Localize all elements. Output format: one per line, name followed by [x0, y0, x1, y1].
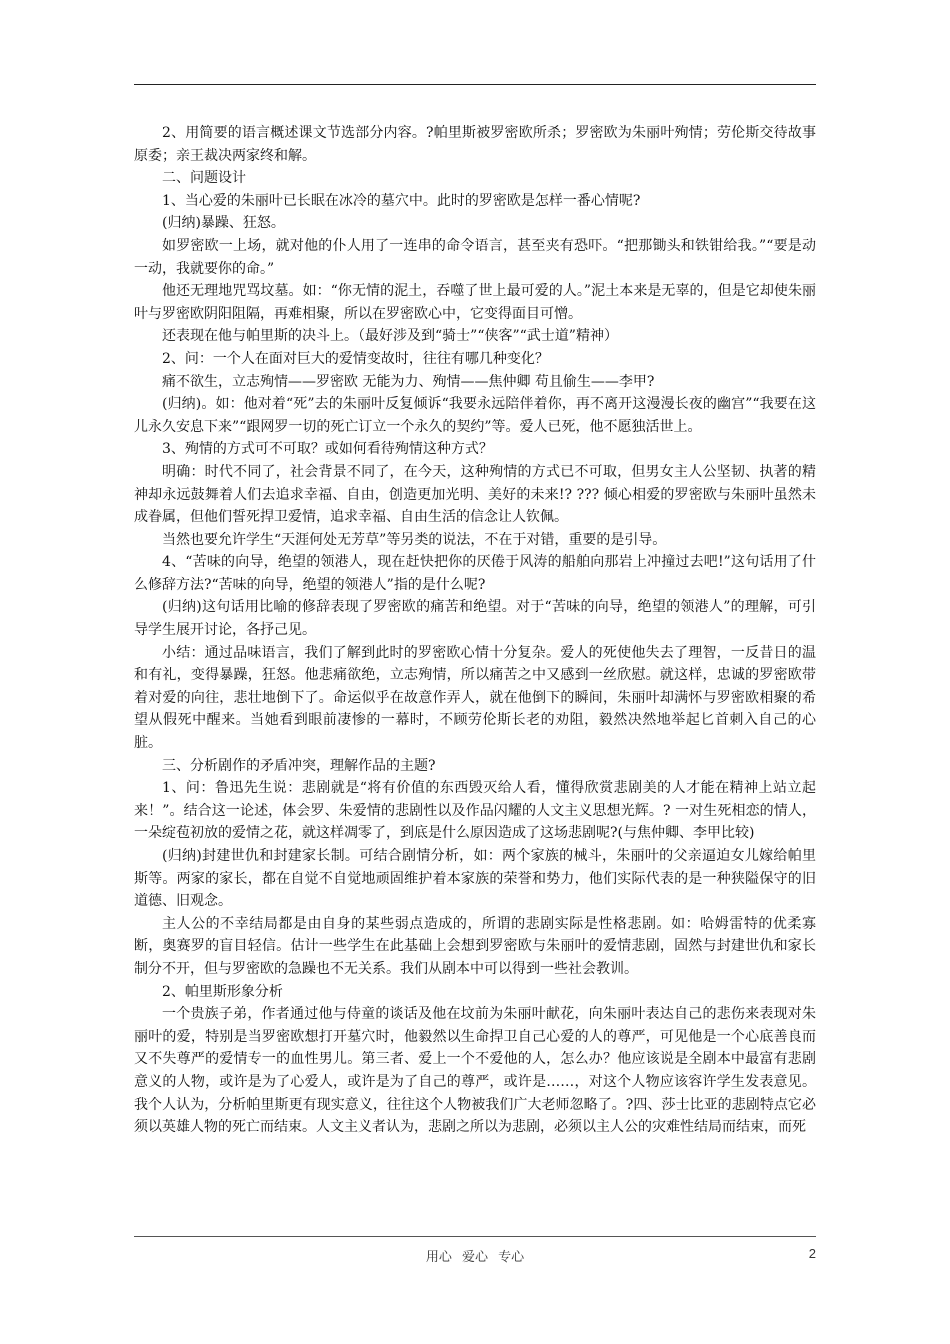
section-heading: 二、问题设计	[162, 170, 246, 187]
subsection-heading: 2、帕里斯形象分析	[162, 983, 283, 1000]
summary-paragraph: 小结：通过品味语言，我们了解到此时的罗密欧心情十分复杂。爱人的死使他失去了理智，一反昔日的温和有礼，变得暴躁，狂怒。他悲痛欲绝，立志殉情，所以痛苦之中又感到一丝欣慰。就这样，忠诚的罗密欧带着对爱的向往，悲壮地倒下了。命运似乎在故意作弄人，就在他倒下的瞬间，朱丽叶却满怀与罗密欧相聚的希望从假死中醒来。当她看到眼前凄惨的一幕时，不顾劳伦斯长老的劝阻，毅然决然地举起匕首刺入自己的心脏。	[134, 644, 816, 752]
paragraph: 2、用简要的语言概述课文节选部分内容。?帕里斯被罗密欧所杀；罗密欧为朱丽叶殉情；劳伦斯交待故事原委；亲王裁决两家终和解。	[134, 125, 816, 164]
paragraph: 痛不欲生，立志殉情——罗密欧 无能为力、殉情——焦仲卿 苟且偷生——李甲?	[162, 373, 655, 390]
paragraph: 还表现在他与帕里斯的决斗上。（最好涉及到“骑士”“侠客”“武士道”精神）	[162, 328, 618, 345]
footer-slogan: 用心 爱心 专心	[425, 1250, 525, 1265]
footer-rule	[134, 1236, 816, 1237]
question: 1、当心爱的朱丽叶已长眠在冰冷的墓穴中。此时的罗密欧是怎样一番心情呢?	[162, 192, 641, 209]
paragraph: (归纳)。如：他对着“死”去的朱丽叶反复倾诉“我要永远陪伴着你，再不离开这漫漫长夜的幽宫”“我要在这儿永久安息下来”“跟网罗一切的死亡订立一个永久的契约”等。爱人已死，他不愿独活世上。	[134, 396, 816, 435]
paragraph: 当然也要允许学生“天涯何处无芳草”等另类的说法，不在于对错，重要的是引导。	[162, 531, 667, 548]
paragraph: 一个贵族子弟，作者通过他与侍童的谈话及他在坟前为朱丽叶献花，向朱丽叶表达自己的悲伤来表现对朱丽叶的爱，特别是当罗密欧想打开墓穴时，他毅然以生命捍卫自己心爱的人的尊严，可见他是一个心底善良而又不失尊严的爱情专一的血性男儿。第三者、爱上一个不爱他的人，怎么办？他应该说是全剧本中最富有悲剧意义的人物，或许是为了心爱人，或许是为了自己的尊严，或许是……，对这个人物应该容许学生发表意见。我个人认为，分析帕里斯更有现实意义，往往这个人物被我们广大老师忽略了。?四、莎士比亚的悲剧特点它必须以英雄人物的死亡而结束。人文主义者认为，悲剧之所以为悲剧，必须以主人公的灾难性结局而结束，而死	[134, 1006, 816, 1136]
paragraph: (归纳)这句话用比喻的修辞表现了罗密欧的痛苦和绝望。对于“苦味的向导，绝望的领港人”的理解，可引导学生展开讨论，各抒己见。	[134, 599, 816, 639]
paragraph: 明确：时代不同了，社会背景不同了，在今天，这种殉情的方式已不可取，但男女主人公坚韧、执著的精神却永远鼓舞着人们去追求幸福、自由，创造更加光明、美好的未来!? ??? 倾心相爱的罗密欧与朱丽叶虽然未成眷属，但他们誓死捍卫爱情，追求幸福、自由生活的信念让人钦佩。	[134, 463, 816, 526]
page-number: 2	[808, 1246, 816, 1261]
paragraph: 主人公的不幸结局都是由自身的某些弱点造成的，所谓的悲剧实际是性格悲剧。如：哈姆雷特的优柔寡断，奥赛罗的盲目轻信。估计一些学生在此基础上会想到罗密欧与朱丽叶的爱情悲剧，固然与封建世仇和家长制分不开，但与罗密欧的急躁也不无关系。我们从剧本中可以得到一些社会教训。	[134, 915, 816, 977]
paragraph: (归纳)封建世仇和封建家长制。可结合剧情分析，如：两个家族的械斗，朱丽叶的父亲逼迫女儿嫁给帕里斯等。两家的家长，都在自觉不自觉地顽固维护着本家族的荣誉和势力，他们实际代表的是一种狭隘保守的旧道德、旧观念。	[134, 848, 816, 910]
paragraph: 如罗密欧一上场，就对他的仆人用了一连串的命令语言，甚至夹有恐吓。“把那锄头和铁钳给我。”“要是动一动，我就要你的命。”	[134, 237, 816, 277]
question: 1、问：鲁迅先生说：悲剧就是“将有价值的东西毁灭给人看，懂得欣赏悲剧美的人才能在精神上站立起来！”。结合这一论述，体会罗、朱爱情的悲剧性以及作品闪耀的人文主义思想光辉。? 一对生死相恋的情人，一朵绽苞初放的爱情之花，就这样凋零了，到底是什么原因造成了这场悲剧呢?(与焦仲卿、李甲比较)	[134, 780, 816, 842]
paragraph: 他还无理地咒骂坟墓。如：“你无情的泥土，吞噬了世上最可爱的人。”泥土本来是无辜的，但是它却使朱丽叶与罗密欧阴阳阻隔，再难相聚，所以在罗密欧心中，它变得面目可憎。	[134, 283, 816, 322]
paragraph: (归纳)暴躁、狂怒。	[162, 215, 285, 232]
question: 2、问：一个人在面对巨大的爱情变故时，往往有哪几种变化？	[162, 350, 549, 367]
header-rule	[134, 84, 816, 85]
question: 3、殉情的方式可不可取？或如何看待殉情这种方式？	[162, 441, 493, 458]
document-body	[134, 122, 816, 1139]
question: 4、“苦味的向导，绝望的领港人，现在赶快把你的厌倦于风涛的船舶向那岩上冲撞过去吧!”这句话用了什么修辞方法?“苦味的向导，绝望的领港人”指的是什么呢?	[134, 554, 816, 593]
section-heading: 三、分析剧作的矛盾冲突，理解作品的主题?	[162, 757, 436, 774]
